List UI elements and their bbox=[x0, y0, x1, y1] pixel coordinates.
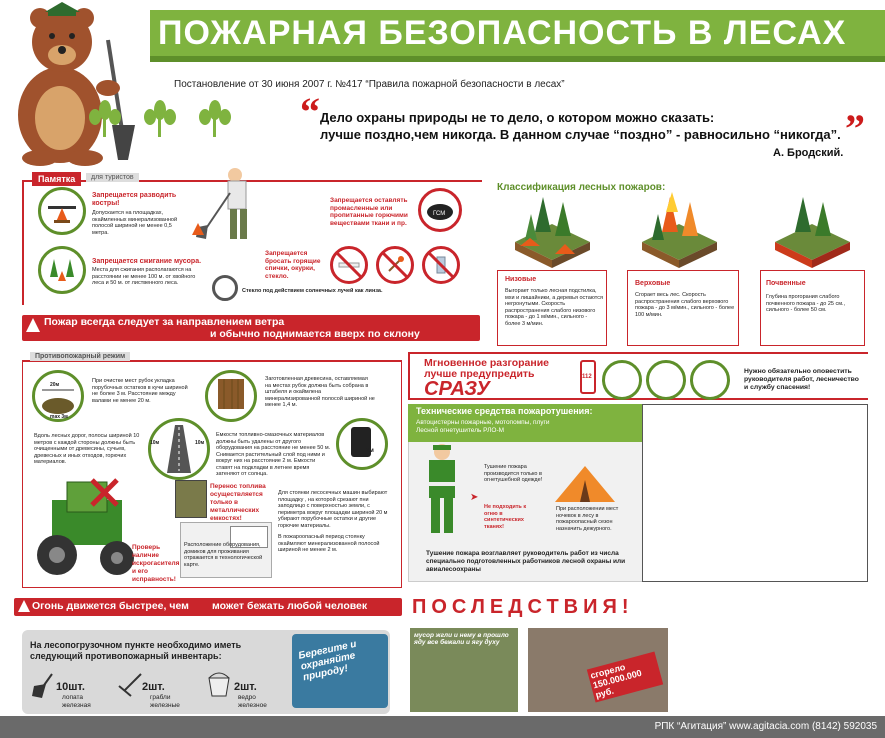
garbage-text: Места для сжигания располагаются на расстоянии не менее 100 м. от хвойного леса и 50 м. от лиственного леса. bbox=[92, 267, 196, 286]
crown-fire-icon bbox=[632, 192, 727, 270]
ignition-big: СРАЗУ bbox=[424, 378, 490, 400]
fuel-canister-icon bbox=[175, 480, 207, 518]
garbage-fire-icon bbox=[38, 246, 86, 294]
rake-name: грабли железные bbox=[150, 694, 180, 709]
ground-fire-name: Низовые bbox=[505, 276, 537, 283]
bucket-icon bbox=[205, 670, 233, 698]
technical-text-2: Лесной огнетушитель РЛО-М bbox=[416, 427, 505, 434]
svg-text:ГСМ: ГСМ bbox=[433, 211, 446, 217]
shovel-qty: 10шт. bbox=[56, 681, 85, 693]
tent-text: При расположении мест ночевок в лесу в пожароопасный сезон назначить дежурного. bbox=[556, 506, 619, 532]
regime-tab: Противопожарный режим bbox=[30, 352, 130, 361]
tent-icon bbox=[545, 462, 625, 507]
road-icon bbox=[148, 418, 210, 480]
notify-text: Нужно обязательно оповестить руководителя работ, лесничество и службу спасения! bbox=[744, 368, 859, 391]
magnifier-icon bbox=[212, 275, 238, 301]
white-panel bbox=[642, 404, 868, 582]
no-matches-icon bbox=[376, 246, 414, 284]
arrow-icon: ➤ bbox=[470, 492, 479, 503]
equipment-text: Расположение оборудования, домиков для проживания отражается в технологической карте. bbox=[184, 542, 263, 568]
photo2-caption: сгорело 150.000.000 руб. bbox=[587, 652, 663, 703]
rake-icon bbox=[115, 672, 145, 698]
fire-season-text: В пожароопасный период стоянку окаймляют минерализованной полосой шириной не менее 2 м. bbox=[278, 534, 380, 553]
road-label-right: 10м bbox=[195, 440, 205, 446]
machine-text: Для стоянки лесосечных машин выбирают площадку , на которой срезают пни заподлицо с поверхностью земли, с периметра вокруг площадки шириной 20 м убирают порубочные остатки и другие горючие материалы. bbox=[278, 490, 388, 529]
wind-line-1: Пожар всегда следует за направлением ветра bbox=[44, 316, 285, 328]
road-label-left: 10м bbox=[150, 440, 160, 446]
quote-line-2: лучше поздно,чем никогда. В данном случае “поздно” - равносильно “никогда”. bbox=[320, 127, 841, 142]
containers-text: Емкости топливно-смазочных материалов должны быть удалены от другого оборудования на расстояние не менее 50 м. Снимается растительный слой под ними и вокруг них на расстояние 2 м. Емкости ставят на подкладки в летнее время затеняют от солнца. bbox=[216, 432, 331, 477]
memo-tab-sub: для туристов bbox=[86, 173, 139, 182]
check-spark-text: Проверь наличие искрогасителя и его исправность! bbox=[132, 544, 180, 583]
bear-mascot bbox=[0, 0, 160, 170]
garbage-title: Запрещается сжигание мусора. bbox=[92, 258, 202, 265]
ground-fire-icon bbox=[505, 192, 600, 270]
person-shoveling-icon bbox=[190, 165, 280, 250]
campfire-icon bbox=[38, 187, 86, 235]
glass-text: Стекло под действием солнечных лучей как линза. bbox=[242, 288, 383, 294]
run-part-2: может бежать любой человек bbox=[212, 600, 368, 612]
photo1-caption: мусор жгли и нему в прошло яду все бежали и ягу духу bbox=[414, 632, 509, 646]
technical-title: Технические средства пожаротушения: bbox=[416, 406, 593, 416]
crown-fire-name: Верховые bbox=[635, 280, 671, 287]
quote-author: А. Бродский. bbox=[773, 147, 844, 159]
extinguisher-icon bbox=[690, 360, 730, 400]
fuel-text: Перенос топлива осуществляется только в металлических емкостях! bbox=[210, 483, 266, 522]
fire-hydrant-icon bbox=[646, 360, 686, 400]
quote-line-1: Дело охраны природы не то дело, о котором можно сказать: bbox=[320, 110, 715, 125]
quote-close: ” bbox=[845, 106, 865, 151]
no-glass-icon bbox=[422, 246, 460, 284]
barrel-label: 2м bbox=[366, 448, 374, 454]
consequences-title: ПОСЛЕДСТВИЯ! bbox=[412, 596, 634, 618]
quote bbox=[320, 109, 860, 143]
quote-open: “ bbox=[300, 89, 320, 134]
barrel-icon bbox=[336, 418, 388, 470]
technical-text-1: Автоцистерны пожарные, мотопомпы, плуги bbox=[416, 419, 550, 426]
no-synthetic-text: Не подходить к огню в синтетических тканях! bbox=[484, 504, 527, 530]
matches-text: Запрещается бросать горящие спички, окурки, стекло. bbox=[265, 250, 321, 280]
ignition-line-1: Мгновенное разгорание bbox=[424, 357, 550, 369]
ground-fire-text: Выгорает только лесная подстилка, мхи и лишайники, а деревья остаются негронутыми. Скорость распространения слабого низового пожара - до 1 м/мин., сильного - более 3 м/мин. bbox=[505, 288, 603, 327]
wood-stack-icon bbox=[205, 370, 257, 422]
firefighter-icon bbox=[415, 442, 470, 537]
page-title: ПОЖАРНАЯ БЕЗОПАСНОСТЬ В ЛЕСАХ bbox=[158, 14, 847, 52]
nature-sign-text: Берегите и охраняйте природу! bbox=[297, 638, 358, 684]
oily-rags-icon bbox=[418, 188, 462, 232]
no-cigarette-icon bbox=[330, 246, 368, 284]
crown-fire-text: Сгорает весь лес. Скорость распространения слабого верхового пожара - до 3 м/мин., сильного - более 100 м/мин. bbox=[635, 292, 735, 318]
phone-number: 112 bbox=[582, 374, 592, 380]
fire-alarm-icon bbox=[602, 360, 642, 400]
leader-text: Тушение пожара возглавляет руководитель работ из числа специально подготовленных работников лесной охраны или авиалесоохраны bbox=[426, 550, 626, 573]
oily-rags-text: Запрещается оставлять промасленные или пропитанные горючими веществами ткани и пр. bbox=[330, 197, 408, 227]
sprout-icons bbox=[85, 95, 245, 140]
classification-title: Классификация лесных пожаров: bbox=[497, 182, 666, 193]
run-part-1: Огонь движется быстрее, чем bbox=[32, 600, 189, 612]
wood-text: Заготовленная древесина, оставляемая на местах рубок должна быть собрана в штабеля и окаймлена минерализированной полосой шириной не менее 1,4 м. bbox=[265, 376, 375, 408]
decree-text: Постановление от 30 июня 2007 г. №417 “Правила пожарной безопасности в лесах” bbox=[174, 79, 565, 90]
soil-fire-text: Глубина прогорания слабого почвенного пожара - до 25 см., сильного - более 50 см. bbox=[766, 294, 846, 313]
suit-text: Тушение пожара производится только в огнетушебной одежде! bbox=[484, 464, 543, 483]
inventory-intro: На лесопогрузочном пункте необходимо иметь следующий противопожарный инвентарь: bbox=[30, 640, 242, 661]
bonfire-title: Запрещается разводить костры! bbox=[92, 192, 177, 207]
footer-text[interactable]: РПК “Агитация” www.agitacia.com (8142) 592035 bbox=[654, 721, 877, 732]
soil-fire-name: Почвенные bbox=[766, 280, 806, 287]
shovel-name: лопата железная bbox=[62, 694, 91, 709]
memo-left-border bbox=[22, 180, 24, 305]
bucket-name: ведро железное bbox=[238, 694, 267, 709]
slash-label-2: max 3м bbox=[50, 414, 68, 420]
slash-label-1: 20м bbox=[50, 382, 60, 388]
bonfire-text: Допускается на площадках, окаймленных минерализованной полосой шириной не менее 0,5 метра. bbox=[92, 210, 178, 236]
memo-tab: Памятка bbox=[32, 172, 81, 186]
roads-text: Вдоль лесных дорог, полосы шириной 10 метров с каждой стороны должны быть очищенными от древесины, сучьев, древесных и иных отходов, горючих материалов. bbox=[34, 433, 140, 465]
rake-qty: 2шт. bbox=[142, 681, 165, 693]
slash-text: При очистке мест рубок укладка порубочных остатков в кучи шириной не более 3 м. Расстояние между валами не менее 20 м. bbox=[92, 378, 188, 404]
wind-line-2: и обычно поднимается вверх по склону bbox=[210, 328, 420, 340]
bucket-qty: 2шт. bbox=[234, 681, 257, 693]
soil-fire-icon bbox=[765, 192, 860, 270]
ignition-line-2: лучше предупредить bbox=[424, 368, 535, 380]
